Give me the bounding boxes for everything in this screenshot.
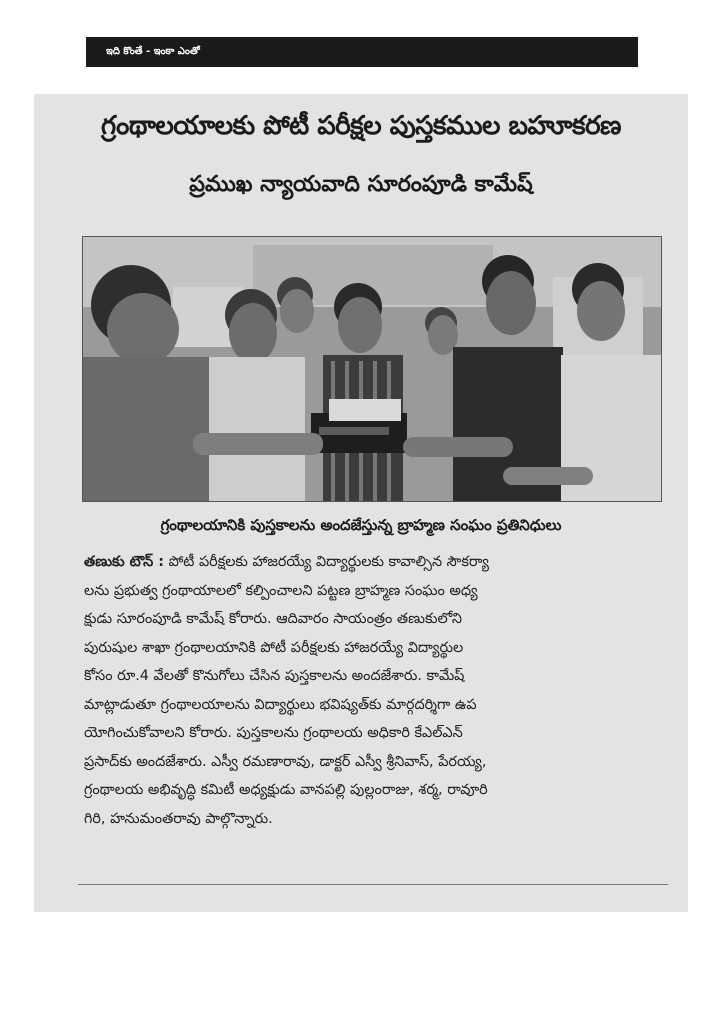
- series-title: ఇది కొంతే - ఇంకా ఎంతో: [106, 46, 200, 57]
- dateline: తణుకు టౌన్ :: [84, 554, 165, 570]
- news-photo: [82, 236, 662, 502]
- body-line: కోసం రూ.4 వేలతో కొనుగోలు చేసిన పుస్తకాలను అందజేశారు. కామేష్: [84, 668, 465, 684]
- article-body: [84, 548, 664, 833]
- body-line: పురుషుల శాఖా గ్రంథాలయానికి పోటీ పరీక్షలకు హాజరయ్యే విద్యార్థుల: [84, 639, 464, 656]
- body-line: గ్రంథాలయ అభివృద్ధి కమిటీ అధ్యక్షుడు వానపల్లి పుల్లంరాజు, శర్మ, రావూరి: [84, 782, 488, 798]
- headline: గ్రంథాలయాలకు పోటీ పరీక్షల పుస్తకముల బహూకరణ: [101, 111, 621, 141]
- body-line-text: పోటీ పరీక్షలకు హాజరయ్యే విద్యార్థులకు కావాల్సిన సౌకర్యా: [168, 554, 490, 570]
- body-line: గిరి, హనుమంతరావు పాల్గొన్నారు.: [84, 810, 273, 827]
- subheadline: ప్రముఖ న్యాయవాది సూరంపూడి కామేష్: [189, 172, 533, 197]
- body-line: [84, 548, 664, 577]
- body-line: యోగించుకోవాలని కోరారు. పుస్తకాలను గ్రంథాలయ అధికారి కేఎల్‌ఎన్: [84, 725, 463, 741]
- newspaper-clipping: [34, 94, 688, 912]
- body-line: లను ప్రభుత్వ గ్రంథాయాలలో కల్పించాలని పట్టణ బ్రాహ్మణ సంఘం అధ్య: [84, 582, 478, 599]
- body-line: ప్రసాద్‌కు అందజేశారు. ఎస్వీ రమణారావు, డాక్టర్ ఎస్వీ శ్రీనివాస్, పేరయ్య,: [84, 753, 487, 770]
- body-line: మాట్లాడుతూ గ్రంథాలయాలను విద్యార్థులు భవిష్యత్‌కు మార్గదర్శిగా ఉప: [84, 696, 477, 713]
- body-line: క్షుడు సూరంపూడి కామేష్ కోరారు. ఆదివారం సాయంత్రం తణుకులోని: [84, 611, 463, 627]
- photo-caption: గ్రంథాలయానికి పుస్తకాలను అందజేస్తున్న బ్రాహ్మణ సంఘం ప్రతినిధులు: [160, 516, 562, 534]
- bottom-divider: [78, 884, 668, 885]
- series-title-bar: [86, 37, 638, 67]
- photo-illustration: [83, 237, 662, 502]
